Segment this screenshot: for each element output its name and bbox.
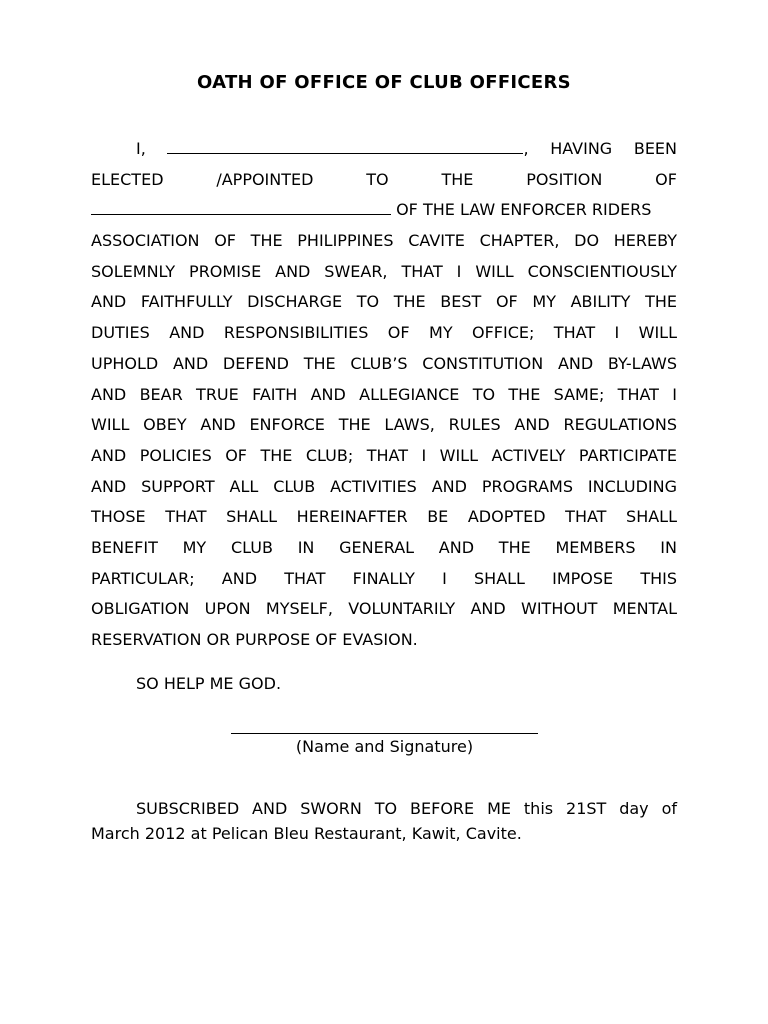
oath-line-3 bbox=[91, 195, 677, 226]
oath-line: AND POLICIES OF THE CLUB; THAT I WILL ACTIVELY PARTICIPATE bbox=[91, 445, 677, 465]
oath-line: THOSE THAT SHALL HEREINAFTER BE ADOPTED THAT SHALL bbox=[91, 507, 677, 527]
word-appointed: /APPOINTED bbox=[216, 169, 314, 189]
oath-line-1 bbox=[91, 134, 677, 165]
oath-line: BENEFIT MY CLUB IN GENERAL AND THE MEMBERS IN bbox=[91, 537, 677, 557]
sworn-line-2: March 2012 at Pelican Bleu Restaurant, Kawit, Cavite. bbox=[91, 824, 522, 843]
word-elected: ELECTED bbox=[91, 169, 164, 189]
word-position: POSITION bbox=[526, 169, 603, 189]
oath-pronoun: I, bbox=[136, 139, 146, 158]
oath-line: OBLIGATION UPON MYSELF, VOLUNTARILY AND WITHOUT MENTAL bbox=[91, 599, 677, 619]
oath-line: SOLEMNLY PROMISE AND SWEAR, THAT I WILL CONSCIENTIOUSLY bbox=[91, 261, 677, 281]
oath-line: UPHOLD AND DEFEND THE CLUB’S CONSTITUTION AND BY-LAWS bbox=[91, 353, 677, 373]
oath-line: AND FAITHFULLY DISCHARGE TO THE BEST OF MY ABILITY THE bbox=[91, 292, 677, 312]
signature-label: (Name and Signature) bbox=[295, 737, 474, 756]
word-the: THE bbox=[441, 169, 474, 189]
sworn-statement bbox=[91, 796, 677, 846]
document-title: OATH OF OFFICE OF CLUB OFFICERS bbox=[197, 72, 571, 93]
oath-line: AND BEAR TRUE FAITH AND ALLEGIANCE TO THE SAME; THAT I bbox=[91, 384, 677, 404]
word-of: OF bbox=[655, 169, 677, 189]
oath-line-3-rest: OF THE LAW ENFORCER RIDERS bbox=[391, 200, 652, 220]
oath-line-2 bbox=[91, 165, 677, 196]
oath-line: ASSOCIATION OF THE PHILIPPINES CAVITE CHAPTER, DO HEREBY bbox=[91, 231, 677, 251]
oath-last-line: RESERVATION OR PURPOSE OF EVASION. bbox=[91, 630, 418, 649]
word-to: TO bbox=[366, 169, 389, 189]
sworn-line-1: SUBSCRIBED AND SWORN TO BEFORE ME this 21ST day of bbox=[136, 799, 677, 818]
oath-line-1-rest: , HAVING BEEN bbox=[523, 139, 677, 158]
oath-line: AND SUPPORT ALL CLUB ACTIVITIES AND PROGRAMS INCLUDING bbox=[91, 476, 677, 496]
position-blank[interactable] bbox=[91, 198, 391, 215]
oath-paragraph bbox=[91, 134, 677, 656]
signature-line[interactable] bbox=[231, 733, 538, 734]
name-blank[interactable] bbox=[167, 137, 523, 154]
oath-line: DUTIES AND RESPONSIBILITIES OF MY OFFICE; THAT I WILL bbox=[91, 323, 677, 343]
oath-line: WILL OBEY AND ENFORCE THE LAWS, RULES AND REGULATIONS bbox=[91, 415, 677, 435]
oath-line: PARTICULAR; AND THAT FINALLY I SHALL IMPOSE THIS bbox=[91, 568, 677, 588]
so-help-me-god: SO HELP ME GOD. bbox=[136, 674, 282, 693]
